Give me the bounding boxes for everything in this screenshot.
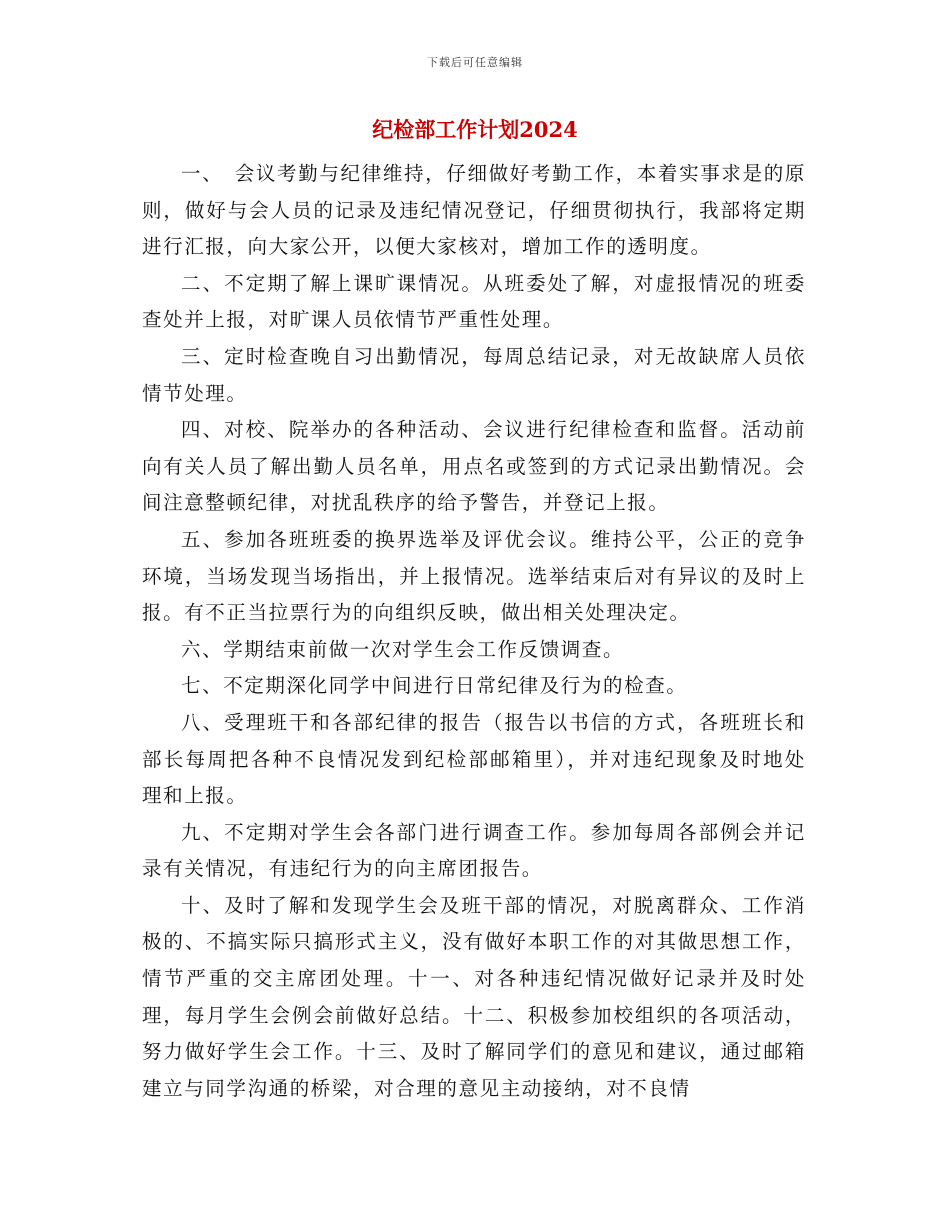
document-title: 纪检部工作计划2024 bbox=[372, 117, 578, 142]
paragraph-9: 九、不定期对学生会各部门进行调查工作。参加每周各部例会并记录有关情况，有违纪行为的向主席团报告。 bbox=[142, 820, 806, 881]
paragraph-3: 三、定时检查晚自习出勤情况，每周总结记录，对无故缺席人员依情节处理。 bbox=[142, 344, 806, 405]
paragraph-5: 五、参加各班班委的换界选举及评优会议。维持公平，公正的竞争环境，当场发现当场指出，并上报情况。选举结束后对有异议的及时上报。有不正当拉票行为的向组织反映，做出相关处理决定。 bbox=[142, 527, 806, 625]
header-note: 下载后可任意编辑 bbox=[427, 56, 523, 69]
paragraph-2: 二、不定期了解上课旷课情况。从班委处了解，对虚报情况的班委查处并上报，对旷课人员依情节严重性处理。 bbox=[142, 271, 806, 332]
paragraph-4: 四、对校、院举办的各种活动、会议进行纪律检查和监督。活动前向有关人员了解出勤人员名单，用点名或签到的方式记录出勤情况。会间注意整顿纪律，对扰乱秩序的给予警告，并登记上报。 bbox=[142, 418, 806, 515]
document-body bbox=[142, 156, 806, 1107]
paragraph-6: 六、学期结束前做一次对学生会工作反馈调查。 bbox=[181, 637, 625, 661]
paragraph-10: 十、及时了解和发现学生会及班干部的情况，对脱离群众、工作消极的、不搞实际只搞形式主义，没有做好本职工作的对其做思想工作，情节严重的交主席团处理。十一、对各种违纪情况做好记录并及时处理，每月学生会例会前做好总结。十二、积极参加校组织的各项活动，努力做好学生会工作。十三、及时了解同学们的意见和建议，通过邮箱建立与同学沟通的桥梁，对合理的意见主动接纳，对不良情 bbox=[142, 893, 806, 1100]
paragraph-8: 八、受理班干和各部纪律的报告（报告以书信的方式，各班班长和部长每周把各种不良情况发到纪检部邮箱里），并对违纪现象及时地处理和上报。 bbox=[142, 710, 806, 808]
paragraph-7: 七、不定期深化同学中间进行日常纪律及行为的检查。 bbox=[181, 674, 688, 698]
paragraph-1: 一、 会议考勤与纪律维持，仔细做好考勤工作，本着实事求是的原则，做好与会人员的记录及违纪情况登记，仔细贯彻执行，我部将定期进行汇报，向大家公开，以便大家核对，增加工作的透明度。 bbox=[142, 162, 806, 259]
